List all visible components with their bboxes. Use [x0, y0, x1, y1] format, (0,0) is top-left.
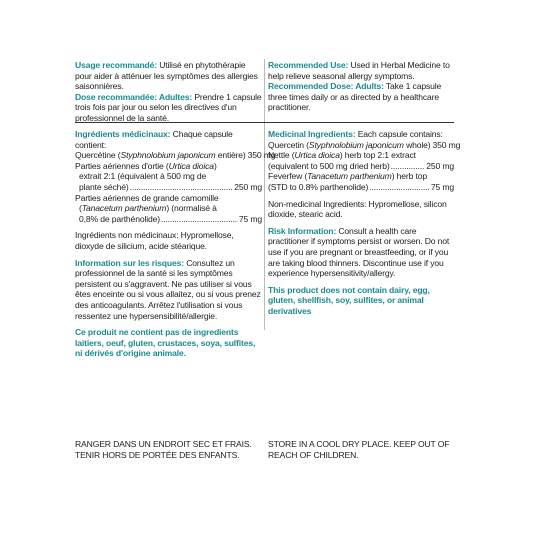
- fr-ing3-open: (: [79, 203, 82, 214]
- en-risk: [268, 226, 454, 279]
- en-usage: [268, 60, 454, 81]
- fr-ing2-line1: Parties aériennes d'ortie (: [75, 160, 169, 171]
- fr-risk-label: Information sur les risques:: [75, 257, 184, 268]
- en-dose: [268, 81, 454, 113]
- fr-ing1-value: 350 mg: [247, 150, 276, 161]
- en-usage-label: Recommended Use:: [268, 60, 349, 70]
- en-med-label: Medicinal Ingredients:: [268, 129, 356, 139]
- en-ing2-value: 250 mg: [426, 160, 454, 171]
- en-ing2-line1: Nettle (: [268, 150, 295, 161]
- en-ingredient-2: [268, 150, 454, 171]
- en-ing3-line2: (STD to 0.8% parthenolide): [268, 181, 369, 192]
- fr-med-label: Ingrédients médicinaux:: [75, 129, 171, 139]
- french-usage-section: [75, 60, 262, 124]
- en-allergen-free: This product does not contain dairy, egg, gluten, shellfish, soy, sulfites, or animal derivatives: [268, 284, 430, 316]
- en-ing3-line1: Feverfew (: [268, 171, 308, 182]
- leader-dots: [130, 182, 234, 193]
- fr-ing3-line1: Parties aériennes de grande camomille: [75, 192, 219, 203]
- fr-dose: [75, 92, 262, 124]
- fr-ing2-line2: extrait 2:1 (équivalent à 500 mg de: [79, 171, 207, 182]
- en-med-heading: [268, 129, 454, 140]
- fr-dose-text: Prendre 1 capsule trois fois par jour ou selon les directives d'un professionnel de la santé.: [75, 91, 262, 123]
- fr-ing2-line1-end: ): [213, 160, 217, 171]
- en-dose-text: Take 1 capsule three times daily or as directed by a healthcare practitioner.: [268, 81, 442, 113]
- fr-med-heading: [75, 129, 262, 150]
- fr-ing3-line3: 0,8% de parthénolide): [79, 213, 160, 224]
- fr-ing2-latin: Urtica dioica: [168, 160, 214, 171]
- fr-nonmed: Ingrédients non médicinaux: Hypromellose, dioxyde de silicium, acide stéarique.: [75, 230, 234, 251]
- english-usage-section: [268, 60, 454, 113]
- fr-ingredient-2: [75, 161, 262, 193]
- en-ing3-latin: Tanacetum parthenium: [307, 171, 392, 182]
- fr-ing1-name: Quercétine (: [75, 150, 121, 161]
- english-ingredients-section: [268, 129, 461, 317]
- en-ing3-after: ) herb top: [391, 171, 427, 182]
- column-divider: [264, 59, 265, 330]
- en-ing2-line1-end: ) herb top 2:1 extract: [339, 150, 416, 161]
- fr-ing2-line3: plante séché): [79, 181, 129, 192]
- en-ing2-latin: Urtica dioica: [294, 150, 340, 161]
- en-storage: STORE IN A COOL DRY PLACE. KEEP OUT OF REACH OF CHILDREN.: [268, 439, 450, 460]
- fr-storage: RANGER DANS UN ENDROIT SEC ET FRAIS. TENIR HORS DE PORTÉE DES ENFANTS.: [75, 439, 252, 460]
- fr-usage: [75, 60, 262, 92]
- en-risk-text: Consult a health care practitioner if symptoms persist or worsen. Do not use if you are pregnant or breastfeeding, or if you are taking blood thinners. Discontinue use if you experience hypersensitivity/allergy.: [268, 225, 450, 279]
- fr-usage-label: Usage recommandé:: [75, 60, 157, 70]
- fr-risk: [75, 258, 262, 322]
- en-nonmed: Non-medicinal Ingredients: Hypromellose, silicon dioxide, stearic acid.: [268, 198, 447, 220]
- fr-ingredient-3: [75, 193, 262, 225]
- en-ingredient-1: [268, 139, 461, 151]
- fr-ing3-latin: Tanacetum parthenium: [81, 203, 167, 214]
- fr-risk-text: Consultez un professionnel de la santé si les symptômes persistent ou s'aggravent. Ne pas utiliser si vous êtes enceinte ou si vous allaitez, ou si vous prenez des anticoagulants. Arrêtez l'utilisation si vous ressentez une hypersensibilité/allergie.: [75, 257, 261, 321]
- en-ing1-latin: Styphnolobium japonicum: [308, 139, 404, 150]
- fr-ing3-after: ) (normalisé à: [166, 203, 217, 214]
- en-usage-text: Used in Herbal Medicine to help relieve seasonal allergy symptoms.: [268, 60, 450, 81]
- fr-ingredient-1: [75, 150, 276, 161]
- en-med-intro: Each capsule contains:: [357, 129, 443, 139]
- en-dose-label: Recommended Dose: Adults:: [268, 81, 384, 92]
- en-ing1-name: Quercetin (: [268, 139, 309, 150]
- en-ing1-value: 350 mg: [432, 139, 461, 150]
- en-ing1-after: whole): [403, 139, 431, 150]
- en-ing3-value: 75 mg: [430, 181, 454, 192]
- fr-med-intro: Chaque capsule contient:: [75, 129, 233, 150]
- en-ing2-line2: (equivalent to 500 mg dried herb): [268, 160, 390, 171]
- french-ingredients-section: [75, 129, 276, 359]
- en-risk-label: Risk Information:: [268, 225, 337, 236]
- en-ingredient-3: [268, 171, 454, 192]
- fr-dose-label: Dose recommandée: Adultes:: [75, 91, 193, 102]
- fr-allergen-free: Ce produit ne contient pas de ingredients laitiers, oeuf, gluten, crustaces, soya, sulfites, ni dérivés d'origine animale.: [75, 327, 256, 359]
- fr-ing1-after: entière): [215, 150, 246, 161]
- leader-dots: [391, 161, 426, 172]
- fr-ing3-value: 75 mg: [238, 213, 262, 224]
- fr-ing2-value: 250 mg: [234, 181, 262, 192]
- leader-dots: [369, 182, 430, 193]
- fr-ing1-latin: Styphnolobium japonicum: [120, 150, 216, 161]
- fr-usage-text: Utilisé en phytothérapie pour aider à atténuer les symptômes des allergies saisonnières.: [75, 60, 258, 92]
- leader-dots: [161, 214, 238, 225]
